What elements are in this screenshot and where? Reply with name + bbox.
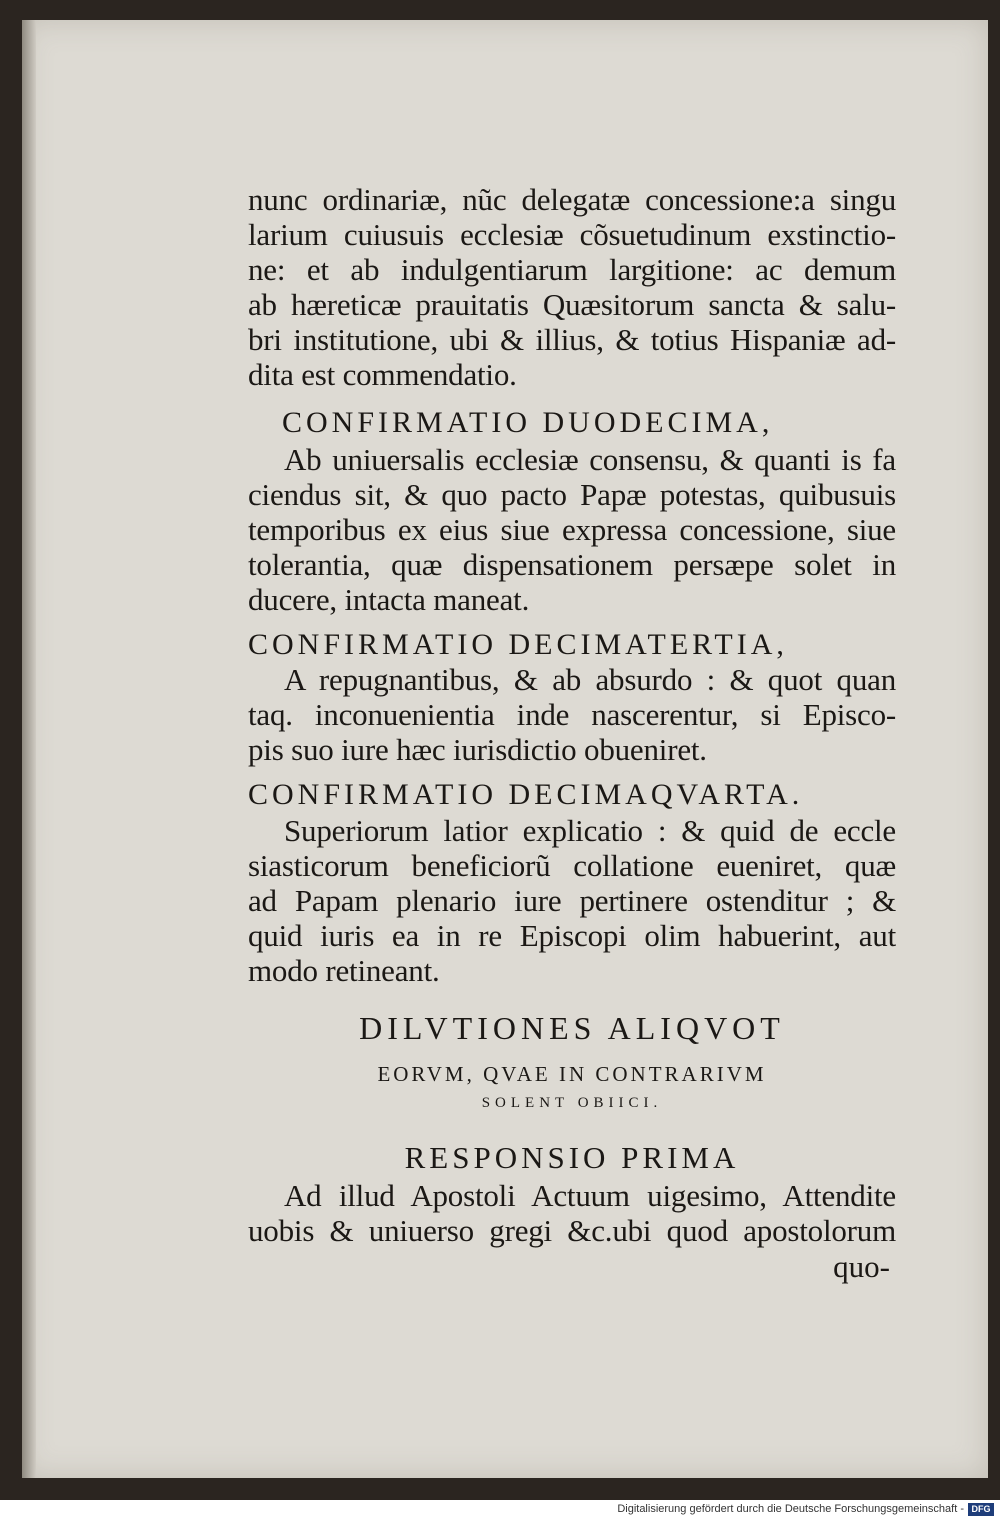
- text-line: ab hæreticæ prauitatis Quæsitorum sancta & salu-: [248, 287, 896, 322]
- text-line: Ab uniuersalis ecclesiæ consensu, & quanti is fa: [284, 442, 896, 477]
- section-heading: CONFIRMATIO DECIMATERTIA,: [248, 628, 788, 661]
- section-heading: CONFIRMATIO DUODECIMA,: [282, 406, 774, 439]
- responsio-heading: RESPONSIO PRIMA: [404, 1140, 740, 1175]
- text-line: ducere, intacta maneat.: [248, 582, 530, 617]
- text-line: pis suo iure hæc iurisdictio obueniret.: [248, 732, 707, 767]
- dilutiones-subtitle: EORVM, QVAE IN CONTRARIVM: [377, 1062, 767, 1086]
- text-line: dita est commendatio.: [248, 357, 517, 392]
- text-line: modo retineant.: [248, 953, 440, 988]
- dilutiones-subtitle-2: SOLENT OBIICI.: [481, 1095, 663, 1111]
- text-line: ad Papam plenario iure pertinere ostenditur ; &: [248, 883, 896, 918]
- section-heading: CONFIRMATIO DECIMAQVARTA.: [248, 778, 804, 811]
- text-line: ne: et ab indulgentiarum largitione: ac demum: [248, 252, 896, 287]
- text-line: tolerantia, quæ dispensationem persæpe solet in: [248, 547, 896, 582]
- text-line: Superiorum latior explicatio : & quid de eccle: [284, 813, 896, 848]
- text-line: nunc ordinariæ, nũc delegatæ concessione:a singu: [248, 182, 896, 217]
- text-line: quid iuris ea in re Episcopi olim habuerint, aut: [248, 918, 896, 953]
- text-line: Ad illud Apostoli Actuum uigesimo, Attendite: [284, 1178, 896, 1213]
- page-edge: [22, 20, 36, 1478]
- text-line: taq. inconuenientia inde nascerentur, si Episco-: [248, 697, 896, 732]
- dilutiones-title: DILVTIONES ALIQVOT: [359, 1010, 785, 1046]
- text-line: bri institutione, ubi & illius, & totius Hispaniæ ad-: [248, 322, 896, 357]
- text-line: siasticorum beneficiorũ collatione eueniret, quæ: [248, 848, 896, 883]
- dfg-logo-icon: DFG: [968, 1503, 994, 1516]
- digitization-footer: [0, 1500, 1000, 1520]
- text-line: temporibus ex eius siue expressa concessione, siue: [248, 512, 896, 547]
- text-line: uobis & uniuerso gregi &c.ubi quod apostolorum: [248, 1213, 896, 1248]
- text-line: larium cuiusuis ecclesiæ cõsuetudinum exstinctio-: [248, 217, 896, 252]
- text-line: A repugnantibus, & ab absurdo : & quot quan: [284, 662, 896, 697]
- footer-text: Digitalisierung gefördert durch die Deutsche Forschungsgemeinschaft -: [617, 1503, 964, 1515]
- text-line: ciendus sit, & quo pacto Papæ potestas, quibusuis: [248, 477, 896, 512]
- catchword: quo-: [833, 1249, 890, 1284]
